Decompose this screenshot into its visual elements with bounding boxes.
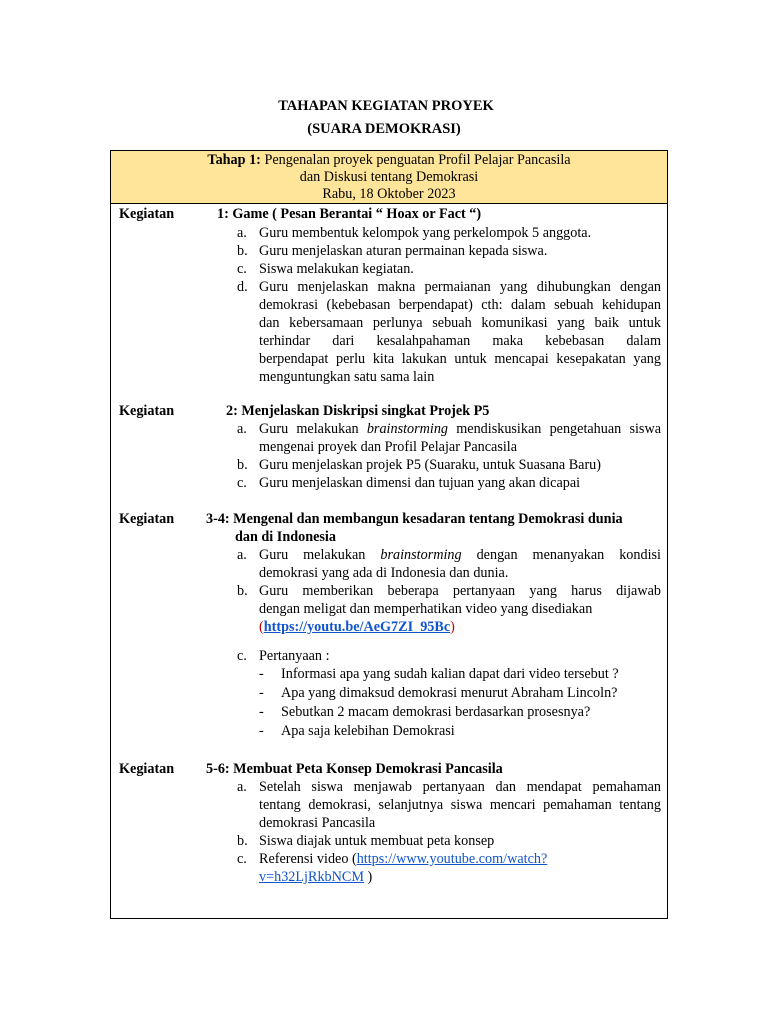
paren-open: ( <box>259 619 264 635</box>
section4-item-b: Siswa diajak untuk membuat peta konsep <box>259 833 495 849</box>
section3-label: Kegiatan <box>119 511 175 527</box>
section2-item-c: Guru menjelaskan dimensi dan tujuan yang akan dicapai <box>259 475 581 491</box>
section4-item-a-line2: tentang demokrasi, selanjutnya siswa mencari pemahaman tentang <box>259 797 661 813</box>
activity-table <box>110 150 668 919</box>
paren-close: ) <box>450 619 455 635</box>
section1-item-b: Guru menjelaskan aturan permainan kepada siswa. <box>259 243 548 259</box>
section2-a-marker: a. <box>237 421 247 437</box>
stage-date: Rabu, 18 Oktober 2023 <box>322 186 456 202</box>
stage-subtitle: dan Diskusi tentang Demokrasi <box>299 169 479 185</box>
section1-label: Kegiatan <box>119 206 175 222</box>
section2-b-marker: b. <box>237 457 248 473</box>
section4-label: Kegiatan <box>119 761 175 777</box>
question-dash: - <box>259 704 264 720</box>
reference-label: Referensi video ( <box>259 851 357 867</box>
section4-item-a-line3: demokrasi Pancasila <box>259 815 376 831</box>
section4-b-marker: b. <box>237 833 248 849</box>
section2-a-text: Guru melakukan <box>259 421 367 437</box>
section1-c-marker: c. <box>237 261 247 277</box>
section3-item-b-line3 <box>259 618 455 636</box>
paren-close: ) <box>363 869 373 885</box>
question-dash: - <box>259 723 264 739</box>
question-dash: - <box>259 666 264 682</box>
section1-item-d-line1: Guru menjelaskan makna permaianan yang dihubungkan dengan <box>259 279 661 295</box>
section4-item-c-line2 <box>259 868 372 886</box>
question-dash: - <box>259 685 264 701</box>
section4-item-c-line1 <box>259 850 547 868</box>
document-title: TAHAPAN KEGIATAN PROYEK <box>278 98 494 114</box>
section4-title: 5-6: Membuat Peta Konsep Demokrasi Pancasila <box>206 761 503 777</box>
section2-item-a-line2: mengenai proyek dan Profil Pelajar Pancasila <box>259 439 518 455</box>
stage-label: Tahap 1: <box>207 152 261 168</box>
question-3: Sebutkan 2 macam demokrasi berdasarkan prosesnya? <box>281 704 591 720</box>
question-1: Informasi apa yang sudah kalian dapat dari video tersebut ? <box>281 666 619 682</box>
section1-a-marker: a. <box>237 225 247 241</box>
section1-d-marker: d. <box>237 279 248 295</box>
section1-item-c: Siswa melakukan kegiatan. <box>259 261 414 277</box>
section4-a-marker: a. <box>237 779 247 795</box>
section2-c-marker: c. <box>237 475 247 491</box>
section2-title: 2: Menjelaskan Diskripsi singkat Projek P5 <box>226 403 490 419</box>
section3-item-a-line1 <box>259 546 661 564</box>
section2-label: Kegiatan <box>119 403 175 419</box>
section4-item-a-line1: Setelah siswa menjawab pertanyaan dan mendapat pemahaman <box>259 779 661 795</box>
section3-title-line2: dan di Indonesia <box>235 529 336 545</box>
section1-item-d-line5: berpendapat perlu kita lakukan untuk mencapai kesepakatan yang <box>259 351 661 367</box>
section3-a-text-end: dengan menanyakan kondisi <box>461 547 661 563</box>
question-4: Apa saja kelebihan Demokrasi <box>281 723 455 739</box>
section3-item-a-line2: demokrasi yang ada di Indonesia dan dunia. <box>259 565 509 581</box>
section3-c-marker: c. <box>237 648 247 664</box>
section1-item-d-line6: menguntungkan satu sama lain <box>259 369 435 385</box>
section2-item-a-line1 <box>259 420 661 438</box>
section1-title: 1: Game ( Pesan Berantai “ Hoax or Fact “) <box>217 206 482 222</box>
stage-header <box>111 151 667 204</box>
section1-item-d-line2: demokrasi (kebebasan berpendapat) cth: dalam sebuah kehidupan <box>259 297 661 313</box>
section2-a-text-end: mendiskusikan pengetahuan siswa <box>448 421 661 437</box>
section1-item-d-line4: terhindar dari kesalahpahaman maka kebebasan dalam <box>259 333 661 349</box>
section1-b-marker: b. <box>237 243 248 259</box>
document-subtitle: (SUARA DEMOKRASI) <box>307 121 461 137</box>
section1-item-d-line3: dan kebersamaan perlunya sebuah komunikasi yang baik untuk <box>259 315 661 331</box>
section3-title-line1: 3-4: Mengenal dan membangun kesadaran tentang Demokrasi dunia <box>206 511 623 527</box>
section3-item-b-line1: Guru memberikan beberapa pertanyaan yang harus dijawab <box>259 583 661 599</box>
section2-item-b: Guru menjelaskan projek P5 (Suaraku, untuk Suasana Baru) <box>259 457 601 473</box>
section1-item-a: Guru membentuk kelompok yang perkelompok 5 anggota. <box>259 225 592 241</box>
section3-b-marker: b. <box>237 583 248 599</box>
section3-a-emphasis: brainstorming <box>380 547 462 563</box>
youtube-link-2-cont[interactable]: v=h32LjRkbNCM <box>259 869 364 885</box>
section3-a-text: Guru melakukan <box>259 547 381 563</box>
section3-item-b-line2: dengan meligat dan memperhatikan video yang disediakan <box>259 601 593 617</box>
youtube-link-2[interactable]: https://www.youtube.com/watch? <box>356 851 548 867</box>
section2-a-emphasis: brainstorming <box>366 421 449 437</box>
stage-text: Pengenalan proyek penguatan Profil Pelajar Pancasila <box>264 152 571 168</box>
youtube-link-1[interactable]: https://youtu.be/AeG7ZI_95Bc <box>263 619 451 635</box>
section3-a-marker: a. <box>237 547 247 563</box>
question-2: Apa yang dimaksud demokrasi menurut Abraham Lincoln? <box>281 685 618 701</box>
section3-item-c: Pertanyaan : <box>259 648 330 664</box>
section4-c-marker: c. <box>237 851 247 867</box>
